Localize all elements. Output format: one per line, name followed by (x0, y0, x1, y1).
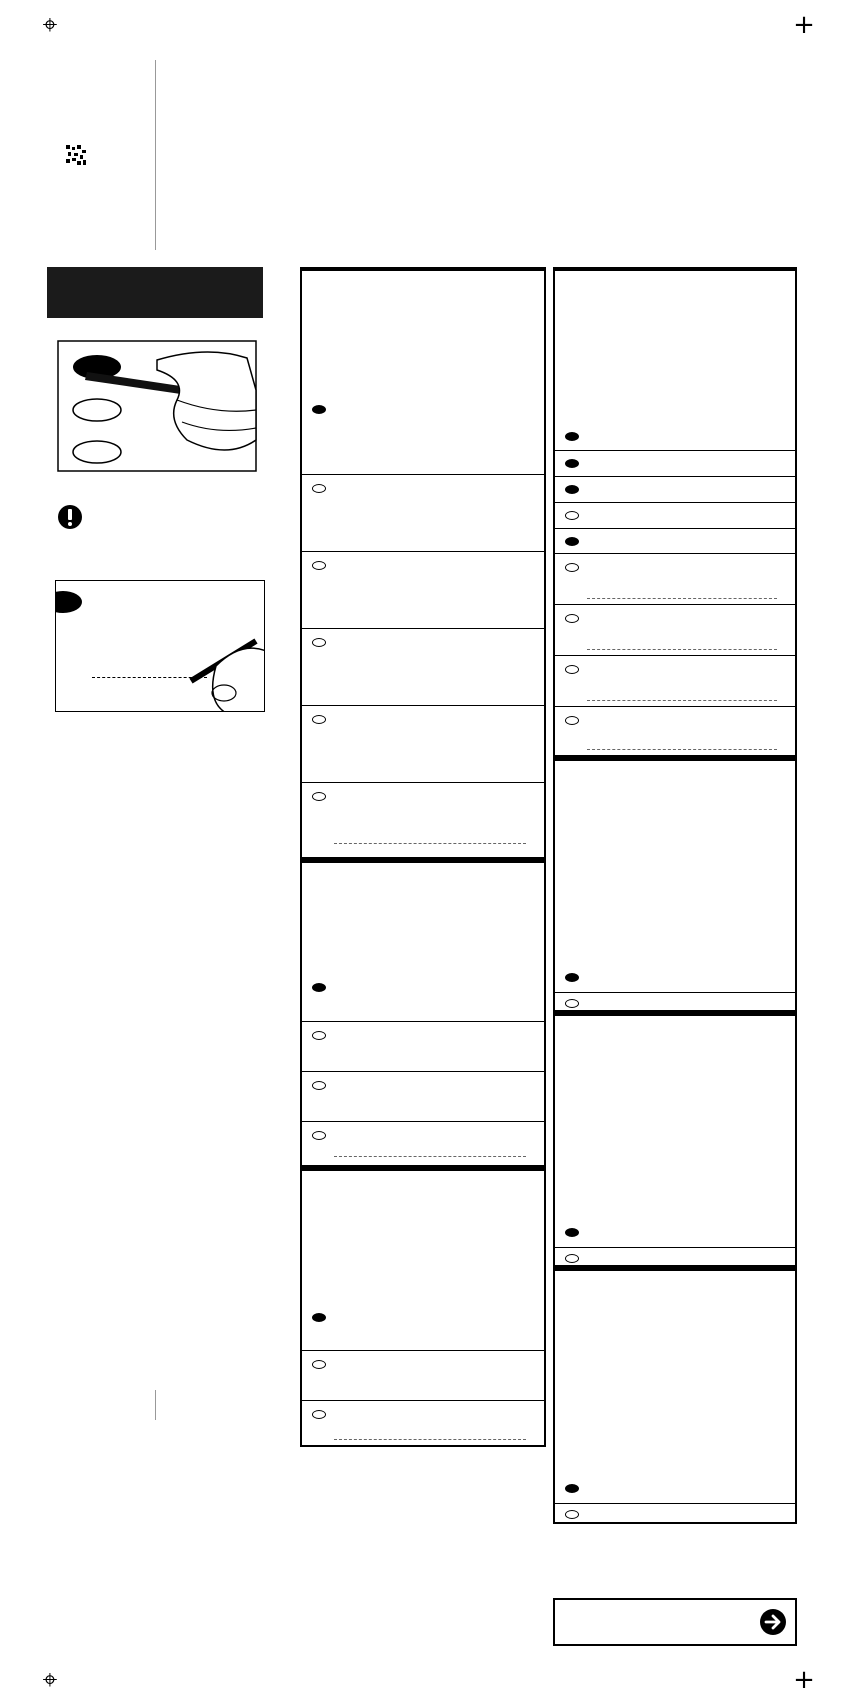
contest-header (555, 1016, 795, 1221)
contest-header (555, 271, 795, 424)
contest-congress (300, 1167, 546, 1447)
contest-circuit-court (553, 267, 797, 757)
oval-filled[interactable] (565, 459, 579, 468)
contest-header (555, 761, 795, 966)
oval[interactable] (312, 484, 326, 493)
no-option[interactable] (555, 1503, 795, 1525)
candidate-option[interactable] (302, 474, 544, 551)
vote-all-sides-box (553, 1598, 797, 1646)
candidate-option[interactable] (302, 974, 544, 1021)
writein-illustration (55, 580, 265, 712)
oval-filled[interactable] (565, 1484, 579, 1493)
writein-option[interactable] (555, 604, 795, 655)
writein-line[interactable] (587, 749, 777, 750)
writein-option[interactable] (555, 655, 795, 706)
contest-header (555, 1271, 795, 1477)
yes-option[interactable] (555, 966, 795, 992)
candidate-option[interactable] (302, 396, 544, 474)
oval[interactable] (565, 511, 579, 520)
registration-mark: + (793, 10, 815, 40)
contest-header (302, 1171, 544, 1304)
yes-option[interactable] (555, 1221, 795, 1247)
candidate-option[interactable] (555, 476, 795, 502)
writein-option[interactable] (302, 1400, 544, 1445)
oval-filled[interactable] (312, 1313, 326, 1322)
oval[interactable] (312, 638, 326, 647)
yes-option[interactable] (555, 1477, 795, 1503)
instructions-header (47, 267, 263, 318)
writein-line[interactable] (334, 1156, 526, 1157)
oval[interactable] (565, 563, 579, 572)
oval[interactable] (565, 716, 579, 725)
candidate-option[interactable] (302, 1304, 544, 1350)
candidate-option[interactable] (302, 551, 544, 628)
oval[interactable] (565, 665, 579, 674)
fill-instructions (47, 472, 263, 490)
candidate-option[interactable] (302, 1071, 544, 1121)
oval-filled[interactable] (565, 973, 579, 982)
oval-filled[interactable] (312, 405, 326, 414)
oval-filled[interactable] (565, 432, 579, 441)
fill-oval-illustration (57, 340, 257, 472)
instructions-column (47, 267, 263, 736)
candidate-option[interactable] (302, 628, 544, 705)
fold-line (155, 60, 156, 250)
oval[interactable] (312, 561, 326, 570)
oval[interactable] (565, 1254, 579, 1263)
oval[interactable] (312, 792, 326, 801)
writein-line[interactable] (587, 598, 777, 599)
oval-filled[interactable] (312, 983, 326, 992)
arrow-right-icon (759, 1608, 787, 1636)
candidate-option[interactable] (302, 1021, 544, 1071)
oval[interactable] (312, 1410, 326, 1419)
no-option[interactable] (555, 1247, 795, 1269)
writein-line[interactable] (334, 843, 526, 844)
candidate-option[interactable] (302, 1350, 544, 1400)
oval[interactable] (565, 614, 579, 623)
contest-president (300, 267, 546, 859)
contest-appellate-leahy (553, 1267, 797, 1524)
no-option[interactable] (555, 992, 795, 1014)
oval-filled[interactable] (565, 485, 579, 494)
contest-appellate-arthur (553, 1012, 797, 1267)
writein-line[interactable] (334, 1439, 526, 1440)
contest-senator (300, 859, 546, 1167)
barcode-icon (66, 145, 86, 165)
oval[interactable] (565, 1510, 579, 1519)
registration-mark: + (793, 1665, 815, 1695)
writein-line[interactable] (587, 700, 777, 701)
candidate-option[interactable] (555, 450, 795, 476)
add-candidate-instructions (47, 712, 263, 728)
oval[interactable] (312, 1131, 326, 1140)
oval[interactable] (312, 715, 326, 724)
making-selections (47, 318, 263, 332)
oval[interactable] (312, 1360, 326, 1369)
writein-option[interactable] (302, 1121, 544, 1161)
registration-mark: ⌖ (42, 10, 58, 40)
oval-filled[interactable] (565, 1228, 579, 1237)
writein-option[interactable] (555, 553, 795, 604)
writein-option[interactable] (555, 706, 795, 756)
writein-option[interactable] (302, 782, 544, 856)
oval-filled[interactable] (565, 537, 579, 546)
registration-mark: ⌖ (42, 1665, 58, 1695)
writein-instructions (47, 546, 263, 576)
contest-header (302, 271, 544, 396)
oval[interactable] (565, 999, 579, 1008)
filled-oval-icon (55, 591, 82, 613)
writein-line[interactable] (587, 649, 777, 650)
hand-pen-icon (186, 621, 265, 712)
candidate-option[interactable] (555, 502, 795, 528)
oval[interactable] (312, 1081, 326, 1090)
warning-icon (57, 504, 83, 530)
contest-header (302, 863, 544, 974)
fold-line (155, 1390, 156, 1420)
candidate-option[interactable] (302, 705, 544, 782)
contest-appellate-albright (553, 757, 797, 1012)
candidate-option[interactable] (555, 528, 795, 553)
candidate-option[interactable] (555, 424, 795, 450)
oval[interactable] (312, 1031, 326, 1040)
warning-text (47, 530, 263, 538)
